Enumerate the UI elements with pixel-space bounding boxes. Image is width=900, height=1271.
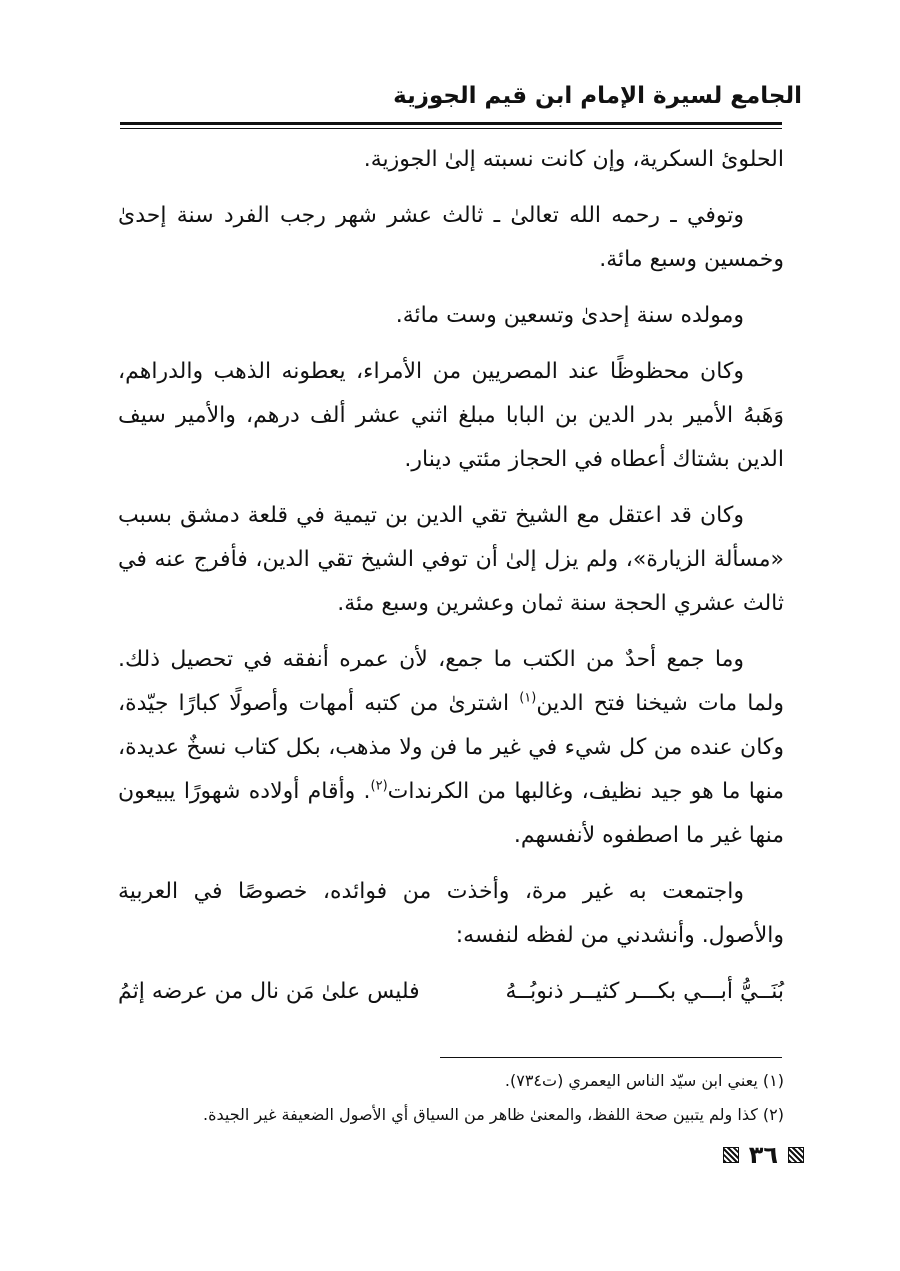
running-title: الجامع لسيرة الإمام ابن قيم الجوزية: [393, 83, 802, 109]
footnote-1: (١) يعني ابن سيّد الناس اليعمري (ت٧٣٤).: [504, 1071, 784, 1090]
footnote-2: (٢) كذا ولم يتبين صحة اللفظ، والمعنىٰ ظاهر من السياق أي الأصول الضعيفة غير الجيدة.: [203, 1105, 784, 1124]
header-rule-thick: [120, 122, 782, 125]
ornament-left-icon: [723, 1147, 739, 1163]
footnotes: [118, 1064, 784, 1132]
poem-verse: [118, 970, 784, 1014]
paragraph-6-part-a: وما جمع أحدٌ من الكتب ما جمع، لأن عمره أنفقه في تحصيل ذلك. ولما مات شيخنا فتح الدين: [118, 647, 784, 716]
page-number-block: [723, 1140, 804, 1170]
verse-first-hemistich: بُنَــيُّ أبـــي بكـــر كثيــر ذنوبُــهُ: [505, 979, 784, 1004]
paragraph-6-part-b: اشترىٰ من كتبه أمهات وأصولًا كبارًا جيّدة، وكان عنده من كل شيء في غير ما فن ولا مذهب، بكل كتاب نسخٌ عديدة، منها ما هو جيد نظيف، وغالبها من الكرندات: [118, 691, 784, 804]
paragraph-4: وكان محظوظًا عند المصريين من الأمراء، يعطونه الذهب والدراهم، وَهَبهُ الأمير بدر الدين بن البابا مبلغ اثني عشر ألف درهم، والأمير سيف الدين بشتاك أعطاه في الحجاز مئتي دينار.: [118, 359, 784, 472]
header-rule-thin: [120, 128, 782, 129]
page-number: ٣٦: [748, 1141, 778, 1169]
paragraph-6: [118, 638, 784, 858]
paragraph-5: وكان قد اعتقل مع الشيخ تقي الدين بن تيمية في قلعة دمشق بسبب «مسألة الزيارة»، ولم يزل إلىٰ أن توفي الشيخ تقي الدين، فأفرج عنه في ثالث عشري الحجة سنة ثمان وعشرين وسبع مئة.: [118, 503, 784, 616]
paragraph-2: وتوفي ـ رحمه الله تعالىٰ ـ ثالث عشر شهر رجب الفرد سنة إحدىٰ وخمسين وسبع مائة.: [118, 203, 784, 272]
footnote-separator: [440, 1057, 782, 1058]
paragraph-1: الحلوئ السكرية، وإن كانت نسبته إلىٰ الجوزية.: [363, 147, 784, 172]
paragraph-6-part-c: . وأقام أولاده شهورًا يبيعون منها غير ما اصطفوه لأنفسهم.: [118, 779, 784, 848]
ornament-right-icon: [788, 1147, 804, 1163]
verse-second-hemistich: فليس علىٰ مَن نال من عرضه إثمُ: [118, 979, 420, 1004]
paragraph-7: واجتمعت به غير مرة، وأخذت من فوائده، خصوصًا في العربية والأصول. وأنشدني من لفظه لنفسه:: [118, 879, 784, 948]
footnote-ref-1[interactable]: (١): [519, 690, 537, 706]
footnote-ref-2[interactable]: (٢): [370, 778, 388, 794]
main-text: [118, 138, 784, 1014]
paragraph-3: ومولده سنة إحدىٰ وتسعين وست مائة.: [395, 303, 744, 328]
